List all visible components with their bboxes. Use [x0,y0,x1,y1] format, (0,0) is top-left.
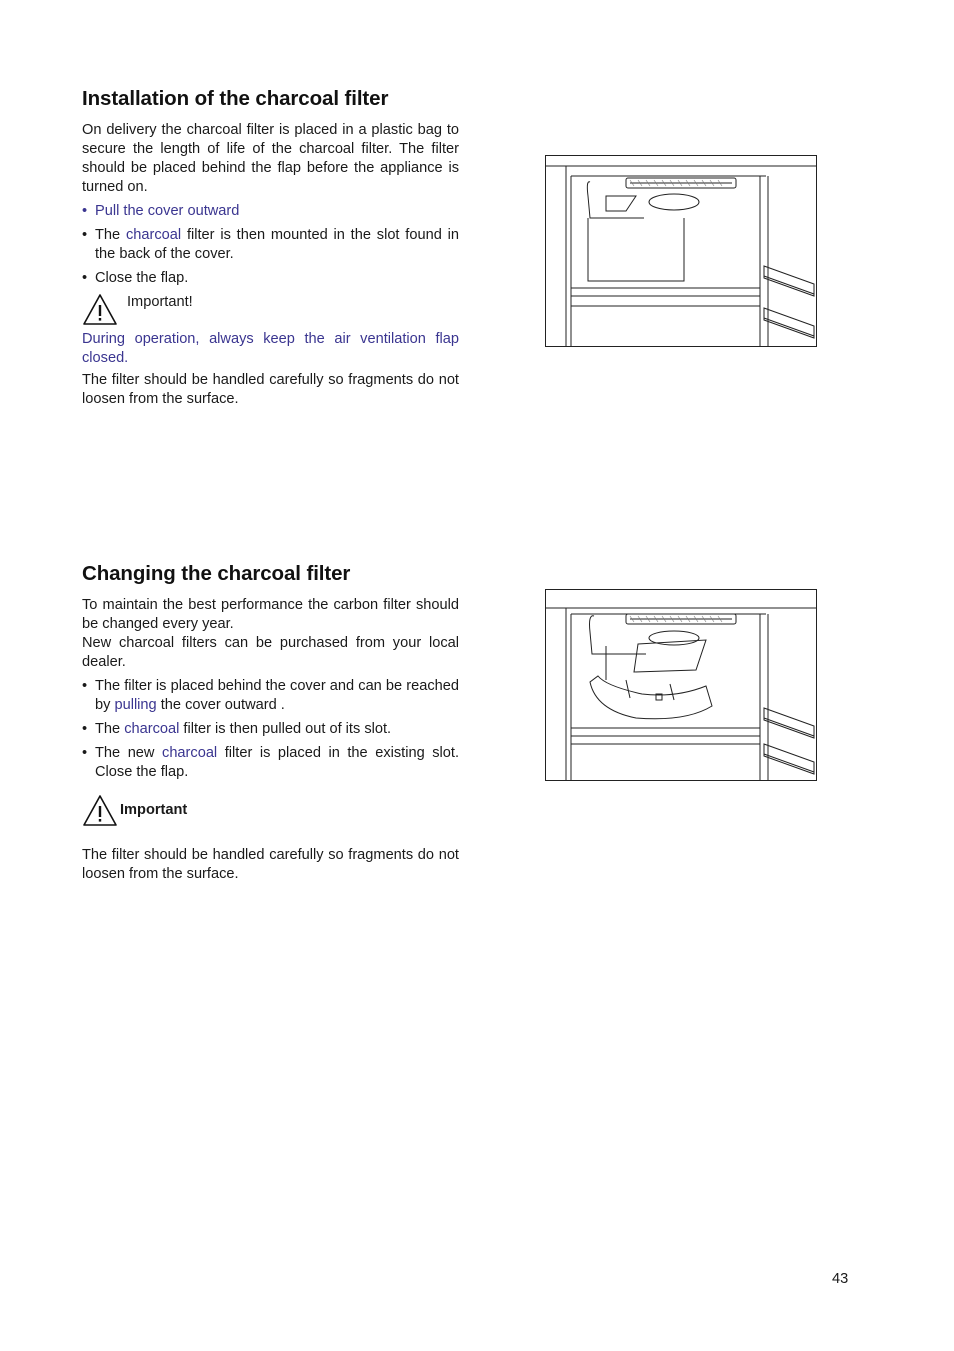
warning-triangle-icon [82,293,118,326]
charcoal-link-text: charcoal [124,721,180,737]
list-item: • The new charcoal filter is placed in the existing slot. Close the flap. [82,744,459,782]
pulling-link-text: pulling [114,697,157,713]
section-title: Changing the charcoal filter [82,562,351,585]
list-item: • Close the flap. [82,269,459,288]
fridge-interior-illustration [546,590,816,780]
charcoal-link-text: charcoal [125,227,182,243]
intro-paragraph: On delivery the charcoal filter is placed in a plastic bag to secure the length of life of the charcoal filter. The filter should be placed behind the flap before the appliance is turned on. [82,122,459,195]
section-change-filter [82,562,459,884]
section-title: Installation of the charcoal filter [82,87,389,110]
section-install-filter [82,87,459,409]
warning-label: Important [120,802,188,818]
instruction-list [82,202,459,288]
warning-triangle-icon [82,794,118,827]
list-item: • The filter is placed behind the cover and can be reached by pulling the cover outward . [82,677,459,715]
intro-paragraph: New charcoal filters can be purchased from your local dealer. [82,635,459,670]
warning-text: During operation, always keep the air ventilation flap closed. [82,331,459,366]
figure-filter-changing [545,589,817,781]
intro-paragraph: To maintain the best performance the carbon filter should be changed every year. [82,597,459,632]
instruction-list [82,677,459,782]
list-item: • The charcoal filter is then pulled out of its slot. [82,720,459,739]
closing-paragraph: The filter should be handled carefully so fragments do not loosen from the surface. [82,847,459,882]
warning-label: Important! [127,294,193,310]
list-item: • The charcoal filter is then mounted in the slot found in the back of the cover. [82,226,459,264]
list-item: • Pull the cover outward [82,202,459,221]
warning-notice [82,293,459,326]
fridge-interior-illustration [546,156,816,346]
closing-paragraph: The filter should be handled carefully so fragments do not loosen from the surface. [82,372,459,407]
warning-notice [82,794,459,827]
figure-filter-installation [545,155,817,347]
page-number: 43 [832,1271,849,1287]
charcoal-link-text: charcoal [162,745,218,761]
